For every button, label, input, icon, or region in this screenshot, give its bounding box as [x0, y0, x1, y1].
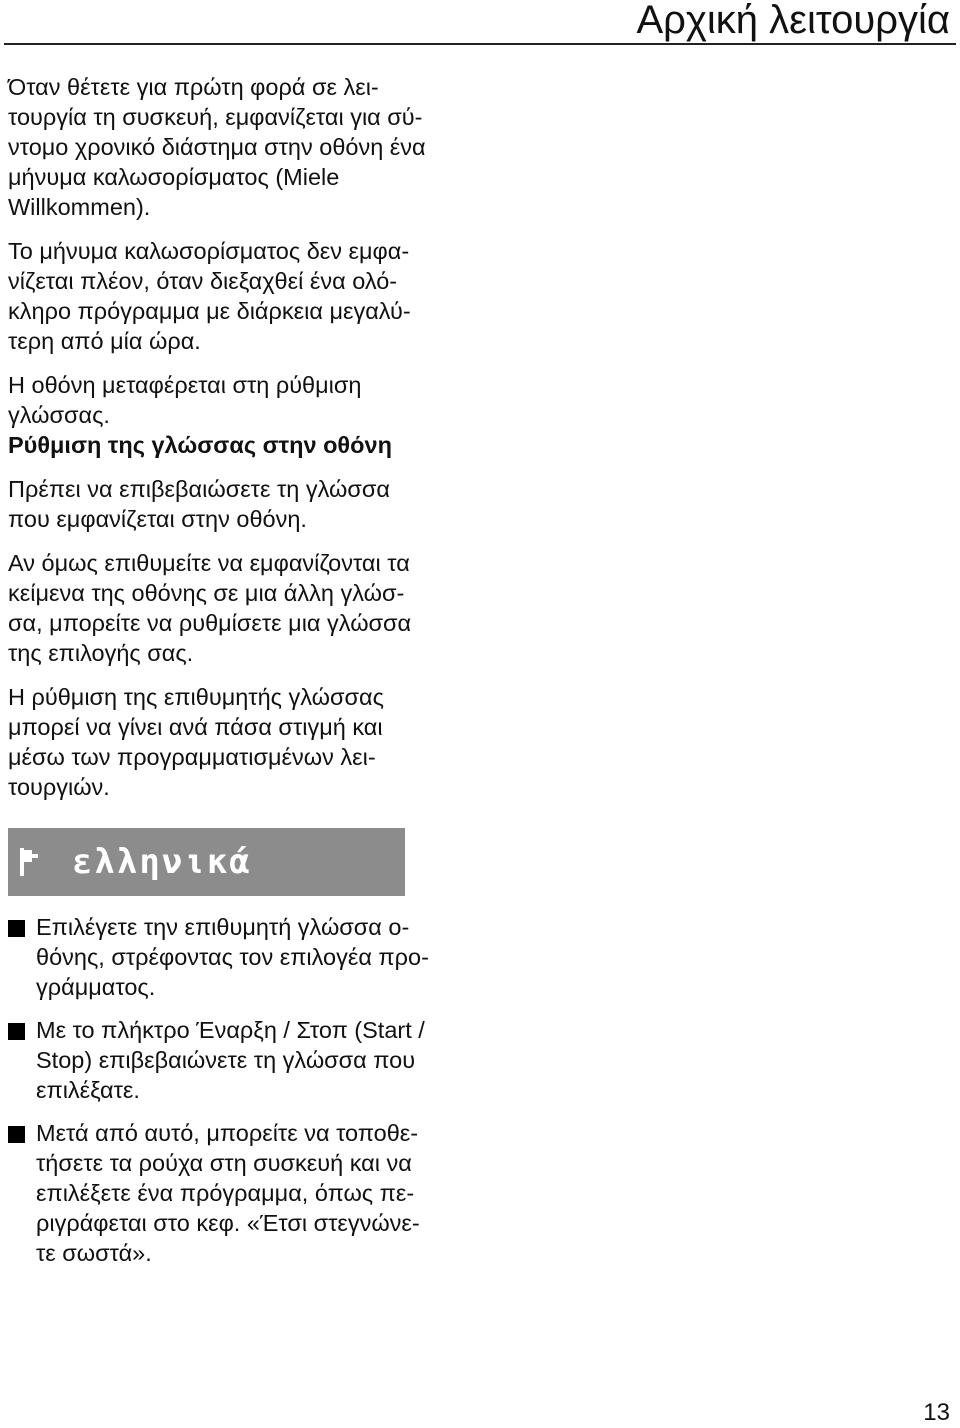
square-bullet-icon: [8, 1126, 25, 1143]
step-line: τήσετε τα ρούχα στη συσκευή και να: [36, 1150, 412, 1176]
paragraph-line: της επιλογής σας.: [8, 640, 194, 666]
display-language-text: ελληνικά: [72, 842, 252, 882]
section-heading: Ρύθμιση της γλώσσας στην οθόνη: [8, 432, 392, 458]
step-line: ριγράφεται στο κεφ. «Έτσι στεγνώνε-: [36, 1210, 420, 1236]
flag-icon: [18, 848, 42, 876]
paragraph-line: Η ρύθμιση της επιθυμητής γλώσσας: [8, 684, 384, 710]
paragraph-line: μπορεί να γίνει ανά πάσα στιγμή και: [8, 714, 383, 740]
step-line: τε σωστά».: [36, 1240, 152, 1266]
paragraph-line: Αν όμως επιθυμείτε να εμφανίζονται τα: [8, 550, 410, 576]
step-line: Επιλέγετε την επιθυμητή γλώσσα ο-: [36, 914, 410, 940]
step-line: Stop) επιβεβαιώνετε τη γλώσσα που: [36, 1047, 416, 1073]
welcome-note-line: νίζεται πλέον, όταν διεξαχθεί ένα ολό-: [8, 268, 398, 294]
step-line: θόνης, στρέφοντας τον επιλογέα προ-: [36, 944, 429, 970]
step-line: επιλέξετε ένα πρόγραμμα, όπως πε-: [36, 1180, 415, 1206]
paragraph-line: κείμενα της οθόνης σε μια άλλη γλώσ-: [8, 580, 405, 606]
intro-line: ντομο χρονικό διάστημα στην οθόνη ένα: [8, 134, 426, 160]
paragraph-line: Πρέπει να επιβεβαιώσετε τη γλώσσα: [8, 476, 390, 502]
page-header-title: Αρχική λειτουργία: [636, 0, 950, 42]
header-divider: [4, 43, 956, 45]
main-content: [8, 72, 478, 1268]
other-language-paragraph: [8, 548, 478, 668]
step-line: Με το πλήκτρο Έναρξη / Στοπ (Start /: [36, 1017, 425, 1043]
intro-line: Όταν θέτετε για πρώτη φορά σε λει-: [8, 74, 379, 100]
transfer-note-line: γλώσσας.: [8, 402, 110, 428]
welcome-note-line: κληρο πρόγραμμα με διάρκεια μεγαλύ-: [8, 298, 411, 324]
instruction-steps: [8, 912, 478, 1268]
instruction-step: [8, 1015, 478, 1105]
intro-paragraph: [8, 72, 478, 222]
confirm-language-paragraph: [8, 474, 478, 534]
intro-line: τουργία τη συσκευή, εμφανίζεται για σύ-: [8, 104, 423, 130]
step-line: γράμματος.: [36, 974, 156, 1000]
welcome-note-paragraph: [8, 236, 478, 356]
paragraph-line: σα, μπορείτε να ρυθμίσετε μια γλώσσα: [8, 610, 412, 636]
step-line: Μετά από αυτό, μπορείτε να τοποθε-: [36, 1120, 419, 1146]
welcome-note-line: Το μήνυμα καλωσορίσματος δεν εμφα-: [8, 238, 410, 264]
square-bullet-icon: [8, 1023, 25, 1040]
paragraph-line: τουργιών.: [8, 774, 110, 800]
paragraph-line: που εμφανίζεται στην οθόνη.: [8, 506, 307, 532]
welcome-note-line: τερη από μία ώρα.: [8, 328, 201, 354]
intro-line: Willkommen).: [8, 194, 151, 220]
page-number: 13: [923, 1399, 950, 1426]
anytime-setting-paragraph: [8, 682, 478, 802]
instruction-step: [8, 1118, 478, 1268]
transfer-note-paragraph: [8, 370, 478, 430]
transfer-note-line: Η οθόνη μεταφέρεται στη ρύθμιση: [8, 372, 362, 398]
step-line: επιλέξατε.: [36, 1077, 140, 1103]
square-bullet-icon: [8, 920, 25, 937]
intro-line: μήνυμα καλωσορίσματος (Miele: [8, 164, 340, 190]
paragraph-line: μέσω των προγραμματισμένων λει-: [8, 744, 376, 770]
instruction-step: [8, 912, 478, 1002]
language-display-screen: [8, 828, 405, 896]
